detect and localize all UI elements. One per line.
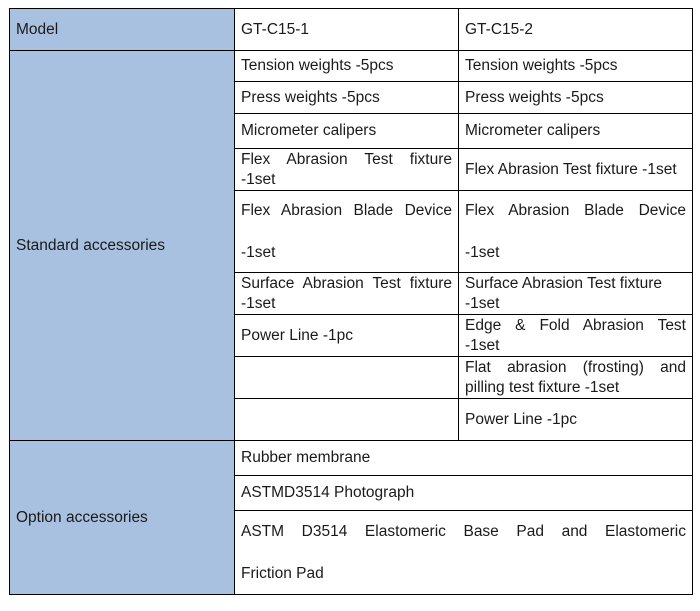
- table-cell: [459, 191, 693, 273]
- cell-line: -1set: [465, 243, 500, 261]
- cell-line: -1set: [241, 243, 276, 261]
- table-row: [10, 441, 693, 476]
- table-cell: Press weights -5pcs: [235, 82, 459, 114]
- table-row: [10, 51, 693, 82]
- table-cell: Power Line -1pc: [235, 315, 459, 357]
- table-cell: [235, 191, 459, 273]
- table-cell: [235, 399, 459, 441]
- cell-line: Flex Abrasion Blade Device: [241, 201, 452, 219]
- option-accessories-label: Option accessories: [10, 441, 235, 595]
- table-cell: Tension weights -5pcs: [235, 51, 459, 82]
- cell-line: Flex Abrasion Blade Device: [465, 201, 686, 219]
- table-cell: Surface Abrasion Test fixture -1set: [459, 273, 693, 315]
- table-cell: Micrometer calipers: [459, 114, 693, 149]
- table-cell: Micrometer calipers: [235, 114, 459, 149]
- standard-accessories-label: Standard accessories: [10, 51, 235, 441]
- table-cell: [235, 357, 459, 399]
- table-cell: Power Line -1pc: [459, 399, 693, 441]
- table-cell: Rubber membrane: [235, 441, 693, 476]
- table-cell: Flex Abrasion Test fixture -1set: [459, 149, 693, 191]
- cell-line: Friction Pad: [241, 564, 324, 582]
- table-cell: ASTMD3514 Photograph: [235, 476, 693, 511]
- model-row: [10, 9, 693, 51]
- model-label: Model: [10, 9, 235, 51]
- model-gt-c15-2: GT-C15-2: [459, 9, 693, 51]
- table-cell: Edge & Fold Abrasion Test -1set: [459, 315, 693, 357]
- table-cell: Surface Abrasion Test fixture -1set: [235, 273, 459, 315]
- model-gt-c15-1: GT-C15-1: [235, 9, 459, 51]
- table-cell: Flex Abrasion Test fixture -1set: [235, 149, 459, 191]
- accessories-table: [9, 8, 693, 595]
- table-cell: Press weights -5pcs: [459, 82, 693, 114]
- table-cell: Flat abrasion (frosting) and pilling test fixture -1set: [459, 357, 693, 399]
- table-cell: Tension weights -5pcs: [459, 51, 693, 82]
- cell-line: ASTM D3514 Elastomeric Base Pad and Elastomeric: [241, 522, 686, 540]
- table-cell: [235, 511, 693, 595]
